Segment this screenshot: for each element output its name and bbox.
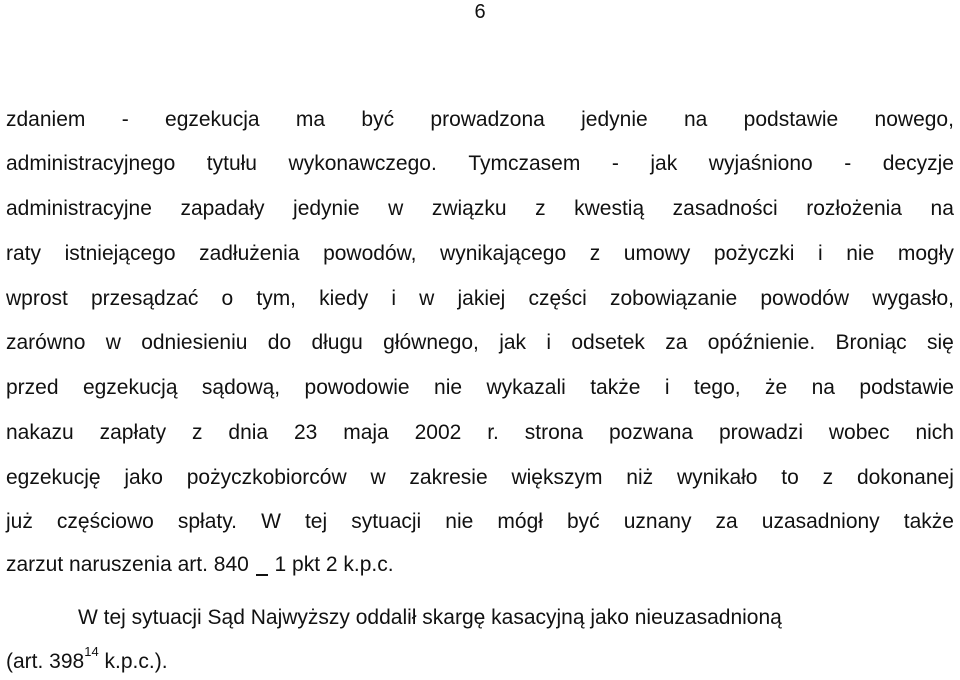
paragraph-line — [6, 375, 954, 401]
word: 2002 — [414, 421, 462, 444]
paragraph-line — [6, 196, 954, 222]
word: jak — [650, 152, 678, 175]
word: w — [388, 197, 404, 220]
word: ma — [295, 108, 326, 131]
word: nowego, — [874, 108, 954, 131]
word: na — [930, 197, 954, 220]
word: uznany — [623, 510, 692, 533]
word: z — [589, 242, 601, 265]
word: W — [261, 510, 281, 533]
word: nie — [445, 510, 474, 533]
word: wobec — [828, 421, 890, 444]
paragraph-line — [6, 509, 954, 535]
paragraph-line — [6, 151, 954, 177]
word: z — [822, 466, 834, 489]
word: zobowiązanie — [609, 287, 738, 310]
word: podstawie — [859, 376, 954, 399]
word: Tymczasem — [468, 152, 581, 175]
word: to — [781, 466, 799, 489]
word: administracyjne — [6, 197, 152, 220]
word: zakresie — [409, 466, 488, 489]
word: dokonanej — [856, 466, 954, 489]
word: jak — [499, 331, 527, 354]
word: jedynie — [293, 197, 360, 220]
word: zapłaty — [99, 421, 167, 444]
word: zdaniem — [6, 108, 86, 131]
word: że — [765, 376, 788, 399]
word: głównego, — [383, 331, 479, 354]
word: - — [121, 108, 129, 131]
paragraph-line — [6, 286, 954, 312]
word: - — [844, 152, 852, 175]
word: tego, — [693, 376, 741, 399]
word: mógł — [497, 510, 543, 533]
word: tej — [304, 510, 328, 533]
last-line-suffix: 1 pkt 2 k.p.c. — [274, 553, 394, 576]
word: odsetek — [571, 331, 645, 354]
word: w — [370, 466, 386, 489]
word: w — [105, 331, 121, 354]
paragraph-last-line — [6, 552, 954, 578]
word: na — [684, 108, 708, 131]
word: powodowie — [304, 376, 410, 399]
word: sądową, — [201, 376, 281, 399]
word: i — [664, 376, 670, 399]
word: większym — [511, 466, 603, 489]
word: i — [391, 287, 397, 310]
word: egzekucję — [6, 466, 101, 489]
paragraph-2-line-1: W tej sytuacji Sąd Najwyższy oddalił skargę kasacyjną jako nieuzasadnioną — [78, 606, 782, 629]
paragraph-line — [6, 107, 954, 133]
paragraph-2-line-2 — [6, 644, 954, 675]
word: strona — [524, 421, 584, 444]
word: decyzje — [882, 152, 954, 175]
word: podstawie — [743, 108, 839, 131]
word: Broniąc — [835, 331, 907, 354]
word: nakazu — [6, 421, 74, 444]
word: i — [546, 331, 552, 354]
paragraph-line — [6, 330, 954, 356]
word: za — [665, 331, 688, 354]
word: egzekucja — [165, 108, 260, 131]
word: tym, — [256, 287, 297, 310]
word: zarówno — [6, 331, 86, 354]
citation-prefix: (art. 398 — [6, 650, 85, 673]
word: sytuacji — [351, 510, 422, 533]
word: także — [903, 510, 954, 533]
word: kiedy — [319, 287, 369, 310]
last-line-prefix: zarzut naruszenia art. 840 — [6, 553, 249, 576]
word: wynikało — [676, 466, 758, 489]
word: - — [611, 152, 619, 175]
word: częściowo — [56, 510, 154, 533]
word: odniesieniu — [141, 331, 248, 354]
word: niż — [626, 466, 654, 489]
paragraph-line — [6, 465, 954, 491]
word: z — [535, 197, 546, 220]
word: wynikającego — [440, 242, 567, 265]
word: wykazali — [486, 376, 566, 399]
word: prowadzi — [718, 421, 803, 444]
word: się — [926, 331, 954, 354]
page-number: 6 — [474, 1, 486, 23]
word: pożyczkobiorców — [186, 466, 347, 489]
word: zapadały — [180, 197, 265, 220]
word: nie — [846, 242, 875, 265]
word: administracyjnego — [6, 152, 176, 175]
word: do — [267, 331, 292, 354]
citation-superscript: 14 — [84, 644, 99, 659]
word: powodów, — [323, 242, 417, 265]
citation-suffix: k.p.c.). — [98, 650, 168, 673]
word: części — [528, 287, 587, 310]
section-sign-icon — [255, 552, 269, 578]
word: maja — [343, 421, 389, 444]
word: być — [361, 108, 395, 131]
paragraph-line — [6, 420, 954, 446]
word: egzekucją — [82, 376, 178, 399]
word: na — [811, 376, 835, 399]
word: zadłużenia — [199, 242, 300, 265]
word: w — [419, 287, 435, 310]
word: uzasadniony — [761, 510, 880, 533]
word: za — [715, 510, 738, 533]
word: umowy — [623, 242, 691, 265]
word: 23 — [293, 421, 318, 444]
word: już — [6, 510, 33, 533]
word: jakiej — [457, 287, 506, 310]
word: jedynie — [581, 108, 648, 131]
paragraph-line — [6, 241, 954, 267]
word: wprost — [6, 287, 68, 310]
word: długu — [311, 331, 363, 354]
word: pozwana — [609, 421, 694, 444]
word: być — [566, 510, 600, 533]
word: o — [221, 287, 234, 310]
word: przed — [6, 376, 59, 399]
word: rozłożenia — [806, 197, 902, 220]
word: istniejącego — [64, 242, 176, 265]
word: także — [590, 376, 641, 399]
word: i — [818, 242, 823, 265]
word: r. — [487, 421, 499, 444]
word: prowadzona — [430, 108, 545, 131]
word: kwestią — [574, 197, 645, 220]
word: nie — [434, 376, 463, 399]
word: powodów — [760, 287, 850, 310]
word: związku — [431, 197, 507, 220]
word: opóźnienie. — [707, 331, 816, 354]
word: spłaty. — [177, 510, 237, 533]
word: wykonawczego. — [288, 152, 437, 175]
word: pożyczki — [713, 242, 795, 265]
word: raty — [6, 242, 42, 265]
word: wyjaśniono — [708, 152, 813, 175]
word: zasadności — [672, 197, 778, 220]
word: wygasło, — [872, 287, 954, 310]
word: tytułu — [206, 152, 257, 175]
word: z — [192, 421, 203, 444]
word: mogły — [897, 242, 954, 265]
word: nich — [915, 421, 954, 444]
word: przesądzać — [91, 287, 199, 310]
word: dnia — [228, 421, 269, 444]
word: jako — [124, 466, 163, 489]
